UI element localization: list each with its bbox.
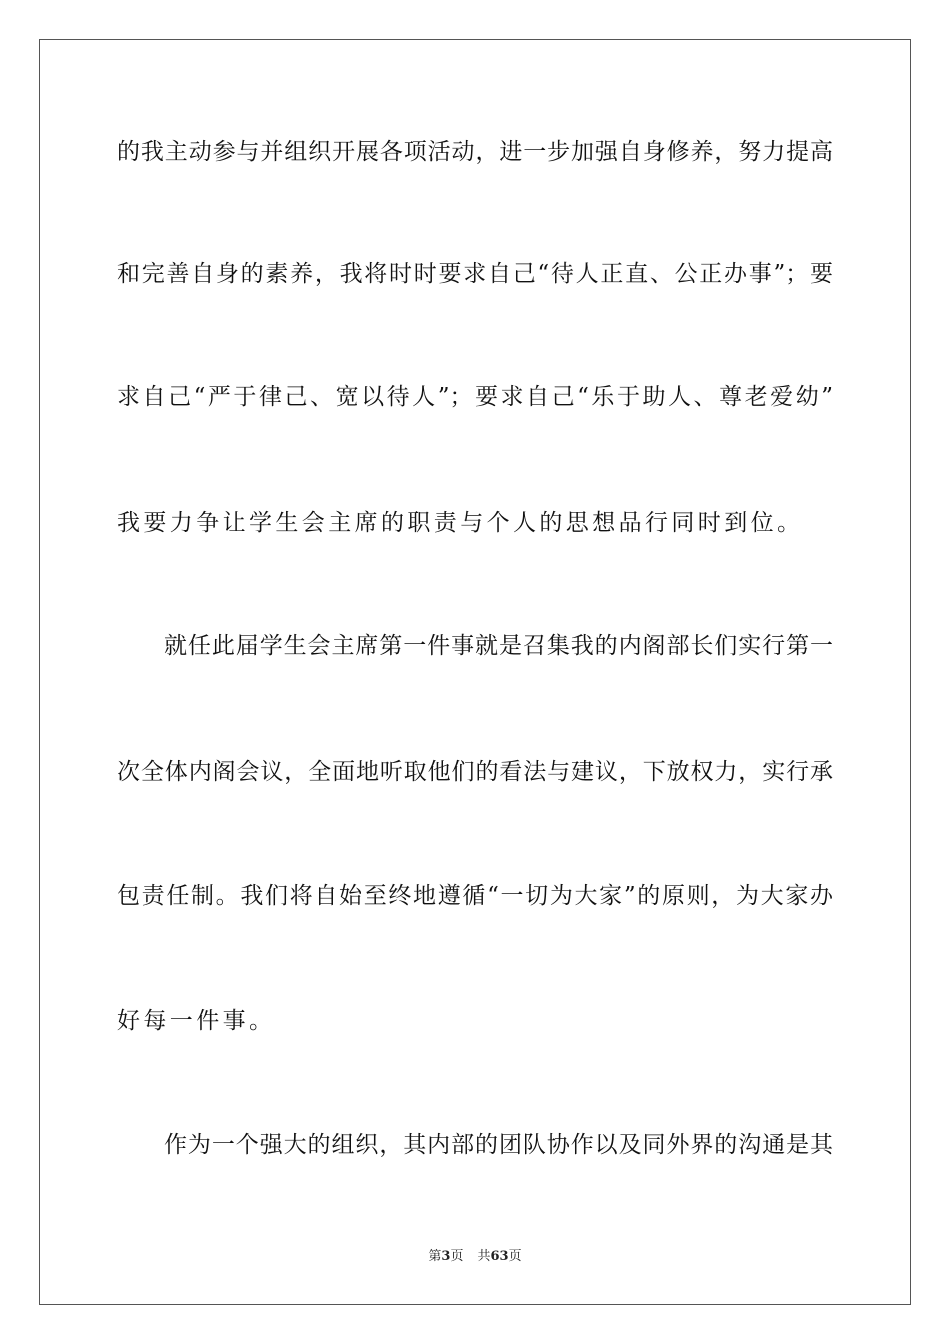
page-number: 3 (441, 1249, 451, 1264)
page-footer (0, 1247, 950, 1267)
paragraph-line-3: 求自己“严于律己、宽以待人”；要求自己“乐于助人、尊老爱幼” (117, 384, 833, 410)
total-prefix: 共 (477, 1249, 491, 1264)
paragraph-line-5: 就任此届学生会主席第一件事就是召集我的内阁部长们实行第一 (164, 633, 833, 659)
paragraph-line-4: 我要力争让学生会主席的职责与个人的思想品行同时到位。 (117, 510, 804, 536)
page-suffix: 页 (450, 1249, 464, 1264)
paragraph-line-8: 好每一件事。 (117, 1008, 276, 1034)
paragraph-line-7: 包责任制。我们将自始至终地遵循“一切为大家”的原则，为大家办 (117, 883, 833, 909)
paragraph-line-2: 和完善自身的素养，我将时时要求自己“待人正直、公正办事”；要 (117, 261, 833, 287)
total-pages: 63 (490, 1249, 509, 1264)
total-suffix: 页 (508, 1249, 522, 1264)
paragraph-line-9: 作为一个强大的组织，其内部的团队协作以及同外界的沟通是其 (164, 1132, 833, 1158)
page-prefix: 第 (428, 1249, 442, 1264)
paragraph-line-1: 的我主动参与并组织开展各项活动，进一步加强自身修养，努力提高 (117, 139, 833, 165)
paragraph-line-6: 次全体内阁会议，全面地听取他们的看法与建议，下放权力，实行承 (117, 759, 833, 785)
page-border (39, 39, 911, 1305)
